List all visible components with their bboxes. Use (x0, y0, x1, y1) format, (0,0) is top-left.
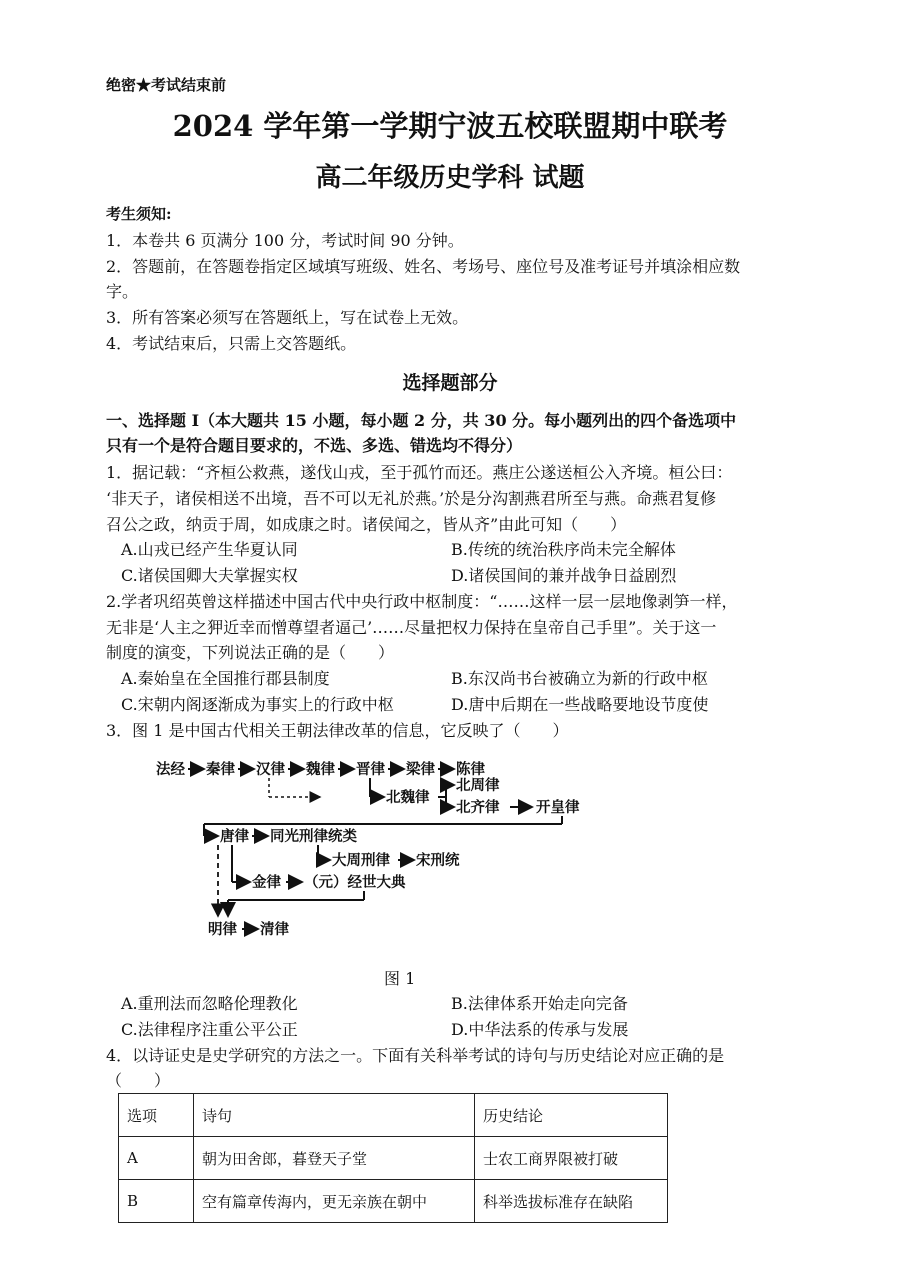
node-qinglv: 清律 (260, 922, 289, 938)
notice-item: 字。 (106, 282, 139, 301)
node-songxingtong: 宋刑统 (416, 853, 460, 869)
question-4-text: 4．以诗证史是史学研究的方法之一。下面有关科举考试的诗句与历史结论对应正确的是 (106, 1046, 725, 1065)
table-cell: B (119, 1180, 194, 1223)
table-header-cell: 诗句 (194, 1094, 475, 1137)
figure-caption: 图 1 (384, 969, 416, 988)
table-cell: 空有篇章传海内，更无亲族在朝中 (194, 1180, 475, 1223)
question-2-text: 无非是‘人主之狎近幸而憎尊望者逼己’……尽量把权力保持在皇帝自己手里”。关于这一 (106, 618, 717, 637)
question-3-text: 3．图 1 是中国古代相关王朝法律改革的信息，它反映了（ ） (106, 721, 569, 740)
question-2-text: 制度的演变，下列说法正确的是（ ） (106, 643, 395, 662)
q3-option-c: C.法律程序注重公平公正 (121, 1020, 298, 1039)
table-cell: 朝为田舍郎，暮登天子堂 (194, 1137, 475, 1180)
q1-option-c: C.诸侯国卿大夫掌握实权 (121, 566, 298, 585)
q2-option-a: A.秦始皇在全国推行郡县制度 (121, 669, 330, 688)
node-jinlv: 晋律 (356, 762, 385, 778)
q2-option-c: C.宋朝内阁逐渐成为事实上的行政中枢 (121, 695, 394, 714)
notice-item: 3．所有答案必须写在答题纸上，写在试卷上无效。 (106, 308, 469, 327)
table-cell: 士农工商界限被打破 (475, 1137, 668, 1180)
part1-heading: 只有一个是符合题目要求的，不选、多选、错选均不得分） (106, 436, 523, 455)
node-hanlv: 汉律 (256, 762, 285, 778)
table-cell: 科举选拔标准存在缺陷 (475, 1180, 668, 1223)
notice-item: 2．答题前，在答题卷指定区域填写班级、姓名、考场号、座位号及准考证号并填涂相应数 (106, 257, 741, 276)
node-jinlv2: 金律 (252, 875, 281, 891)
node-beizhoulv: 北周律 (456, 778, 500, 794)
node-tongguang: 同光刑律统类 (270, 829, 357, 845)
q3-option-d: D.中华法系的传承与发展 (451, 1020, 629, 1039)
node-lianglv: 梁律 (406, 762, 435, 778)
q3-option-a: A.重刑法而忽略伦理教化 (121, 994, 298, 1013)
node-qinlv: 秦律 (206, 762, 235, 778)
question-1-text: 1．据记载：“齐桓公救燕，遂伐山戎，至于孤竹而还。燕庄公遂送桓公入齐境。桓公曰： (106, 463, 733, 482)
q2-option-d: D.唐中后期在一些战略要地设节度使 (451, 695, 709, 714)
table-cell: A (119, 1137, 194, 1180)
q3-option-b: B.法律体系开始走向完备 (451, 994, 628, 1013)
exam-subtitle: 高二年级历史学科 试题 (315, 163, 585, 193)
law-evolution-diagram (152, 752, 612, 952)
exam-title: 2024 学年第一学期宁波五校联盟期中联考 (172, 109, 728, 143)
notice-item: 1．本卷共 6 页满分 100 分，考试时间 90 分钟。 (106, 231, 464, 250)
part1-heading: 一、选择题 I（本大题共 15 小题，每小题 2 分，共 30 分。每小题列出的四个备选项中 (106, 411, 737, 430)
notice-item: 4．考试结束后，只需上交答题纸。 (106, 334, 357, 353)
node-tanglv: 唐律 (220, 829, 249, 845)
question-2-text: 2.学者巩绍英曾这样描述中国古代中央行政中枢制度：“……这样一层一层地像剥笋一样， (106, 592, 738, 611)
node-beiweilv: 北魏律 (386, 790, 430, 806)
table-header-cell: 历史结论 (475, 1094, 668, 1137)
node-dazhou: 大周刑律 (332, 853, 390, 869)
notice-heading: 考生须知: (106, 205, 172, 223)
table-row (119, 1180, 668, 1223)
q1-option-d: D.诸侯国间的兼并战争日益剧烈 (451, 566, 677, 585)
q4-table (118, 1093, 668, 1223)
table-header-row (119, 1094, 668, 1137)
section-title: 选择题部分 (402, 372, 498, 394)
node-beiqilv: 北齐律 (456, 800, 500, 816)
question-1-text: ‘非天子，诸侯相送不出境，吾不可以无礼於燕。’於是分沟割燕君所至与燕。命燕君复修 (106, 489, 717, 508)
table-row (119, 1137, 668, 1180)
question-4-text: （ ） (106, 1071, 171, 1090)
node-fajing: 法经 (156, 762, 185, 778)
node-weilv: 魏律 (306, 762, 335, 778)
node-chenlv: 陈律 (456, 762, 485, 778)
q1-option-b: B.传统的统治秩序尚未完全解体 (451, 540, 676, 559)
node-kaihuanglv: 开皇律 (536, 800, 580, 816)
confidential-mark: 绝密★考试结束前 (106, 76, 227, 94)
table-header-cell: 选项 (119, 1094, 194, 1137)
q1-option-a: A.山戎已经产生华夏认同 (121, 540, 298, 559)
node-yuan: （元）经世大典 (304, 875, 406, 891)
question-1-text: 召公之政，纳贡于周，如成康之时。诸侯闻之，皆从齐”由此可知（ ） (106, 515, 627, 534)
node-minglv: 明律 (208, 922, 237, 938)
q2-option-b: B.东汉尚书台被确立为新的行政中枢 (451, 669, 708, 688)
